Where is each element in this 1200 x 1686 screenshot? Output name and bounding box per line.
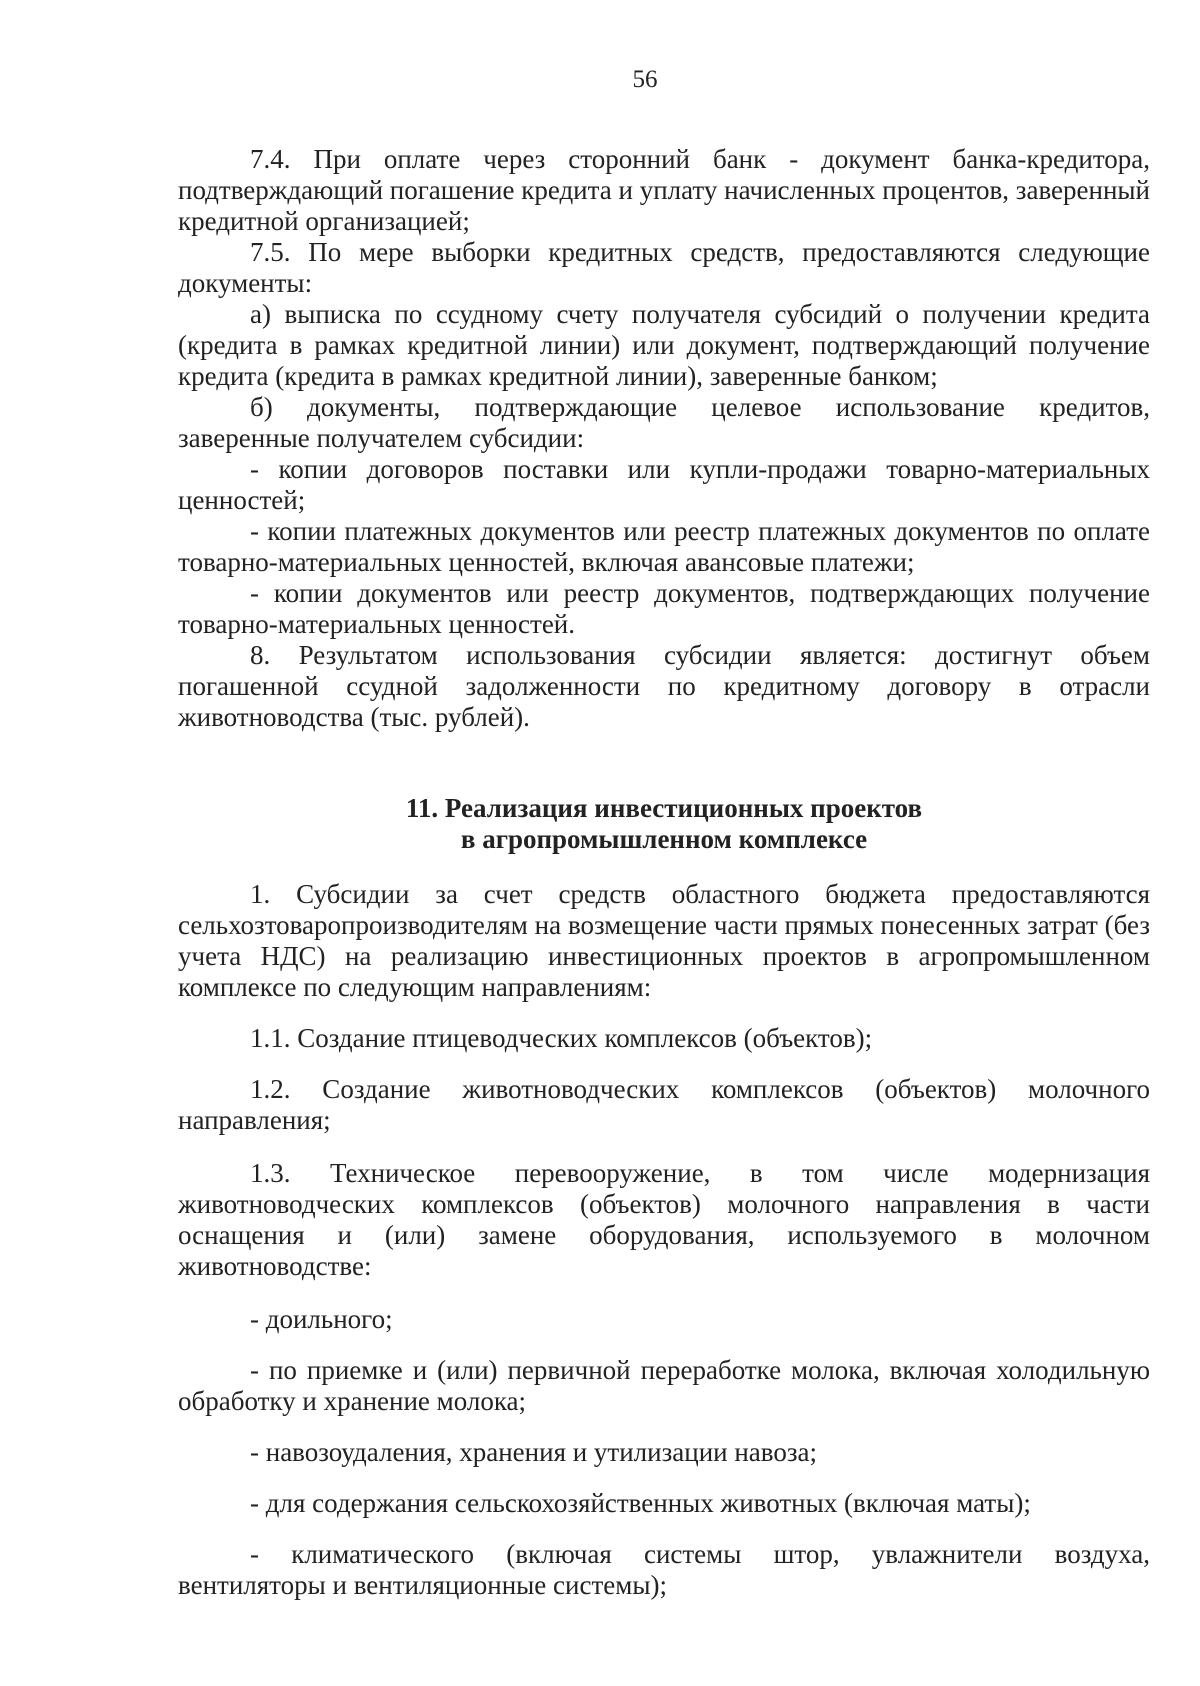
section-heading [178, 793, 1150, 855]
paragraph-a: а) выписка по ссудному счету получателя субсидий о получении кредита (кредита в рамках кредитной линии) или документ, подтверждающий получение кредита (кредита в рамках кредитной линии), заверенные банком; [178, 299, 1150, 391]
list-item-contracts: - копии договоров поставки или купли-продажи товарно-материальных ценностей; [178, 454, 1150, 515]
section-heading-line-1: 11. Реализация инвестиционных проектов [405, 793, 923, 823]
paragraph-8: 8. Результатом использования субсидии является: достигнут объем погашенной ссудной задолженности по кредитному договору в отрасли животноводства (тыс. рублей). [178, 640, 1150, 732]
list-item-animal-keeping: - для содержания сельскохозяйственных животных (включая маты); [250, 1488, 1031, 1518]
paragraph-1-3: 1.3. Техническое перевооружение, в том числе модернизация животноводческих комплексов (объектов) молочного направления в части оснащения и (или) замене оборудования, используемого в молочном животноводстве: [178, 1158, 1150, 1281]
list-item-payments: - копии платежных документов или реестр платежных документов по оплате товарно-материальных ценностей, включая авансовые платежи; [178, 516, 1150, 577]
list-item-climate: - климатического (включая системы штор, увлажнители воздуха, вентиляторы и вентиляционные системы); [178, 1539, 1150, 1600]
paragraph-b: б) документы, подтверждающие целевое использование кредитов, заверенные получателем субсидии: [178, 392, 1150, 453]
paragraph-1-2: 1.2. Создание животноводческих комплексов (объектов) молочного направления; [178, 1074, 1150, 1135]
document-body [178, 144, 1150, 1601]
paragraph-1-1: 1.1. Создание птицеводческих комплексов (объектов); [250, 1023, 873, 1053]
paragraph-7-4: 7.4. При оплате через сторонний банк - документ банка-кредитора, подтверждающий погашение кредита и уплату начисленных процентов, заверенный кредитной организацией; [178, 144, 1150, 236]
list-item-receipt: - копии документов или реестр документов, подтверждающих получение товарно-материальных ценностей. [178, 578, 1150, 639]
page-number: 56 [632, 66, 658, 93]
paragraph-1: 1. Субсидии за счет средств областного бюджета предоставляются сельхозтоваропроизводителям на возмещение части прямых понесенных затрат (без учета НДС) на реализацию инвестиционных проектов в агропромышленном комплексе по следующим направлениям: [178, 879, 1150, 1002]
list-item-milking: - доильного; [250, 1304, 393, 1334]
section-heading-line-2: в агропромышленном комплексе [460, 824, 868, 854]
list-item-manure: - навозоудаления, хранения и утилизации навоза; [250, 1437, 817, 1467]
list-item-milk-processing: - по приемке и (или) первичной переработке молока, включая холодильную обработку и хранение молока; [178, 1355, 1150, 1416]
paragraph-7-5: 7.5. По мере выборки кредитных средств, предоставляются следующие документы: [178, 237, 1150, 298]
